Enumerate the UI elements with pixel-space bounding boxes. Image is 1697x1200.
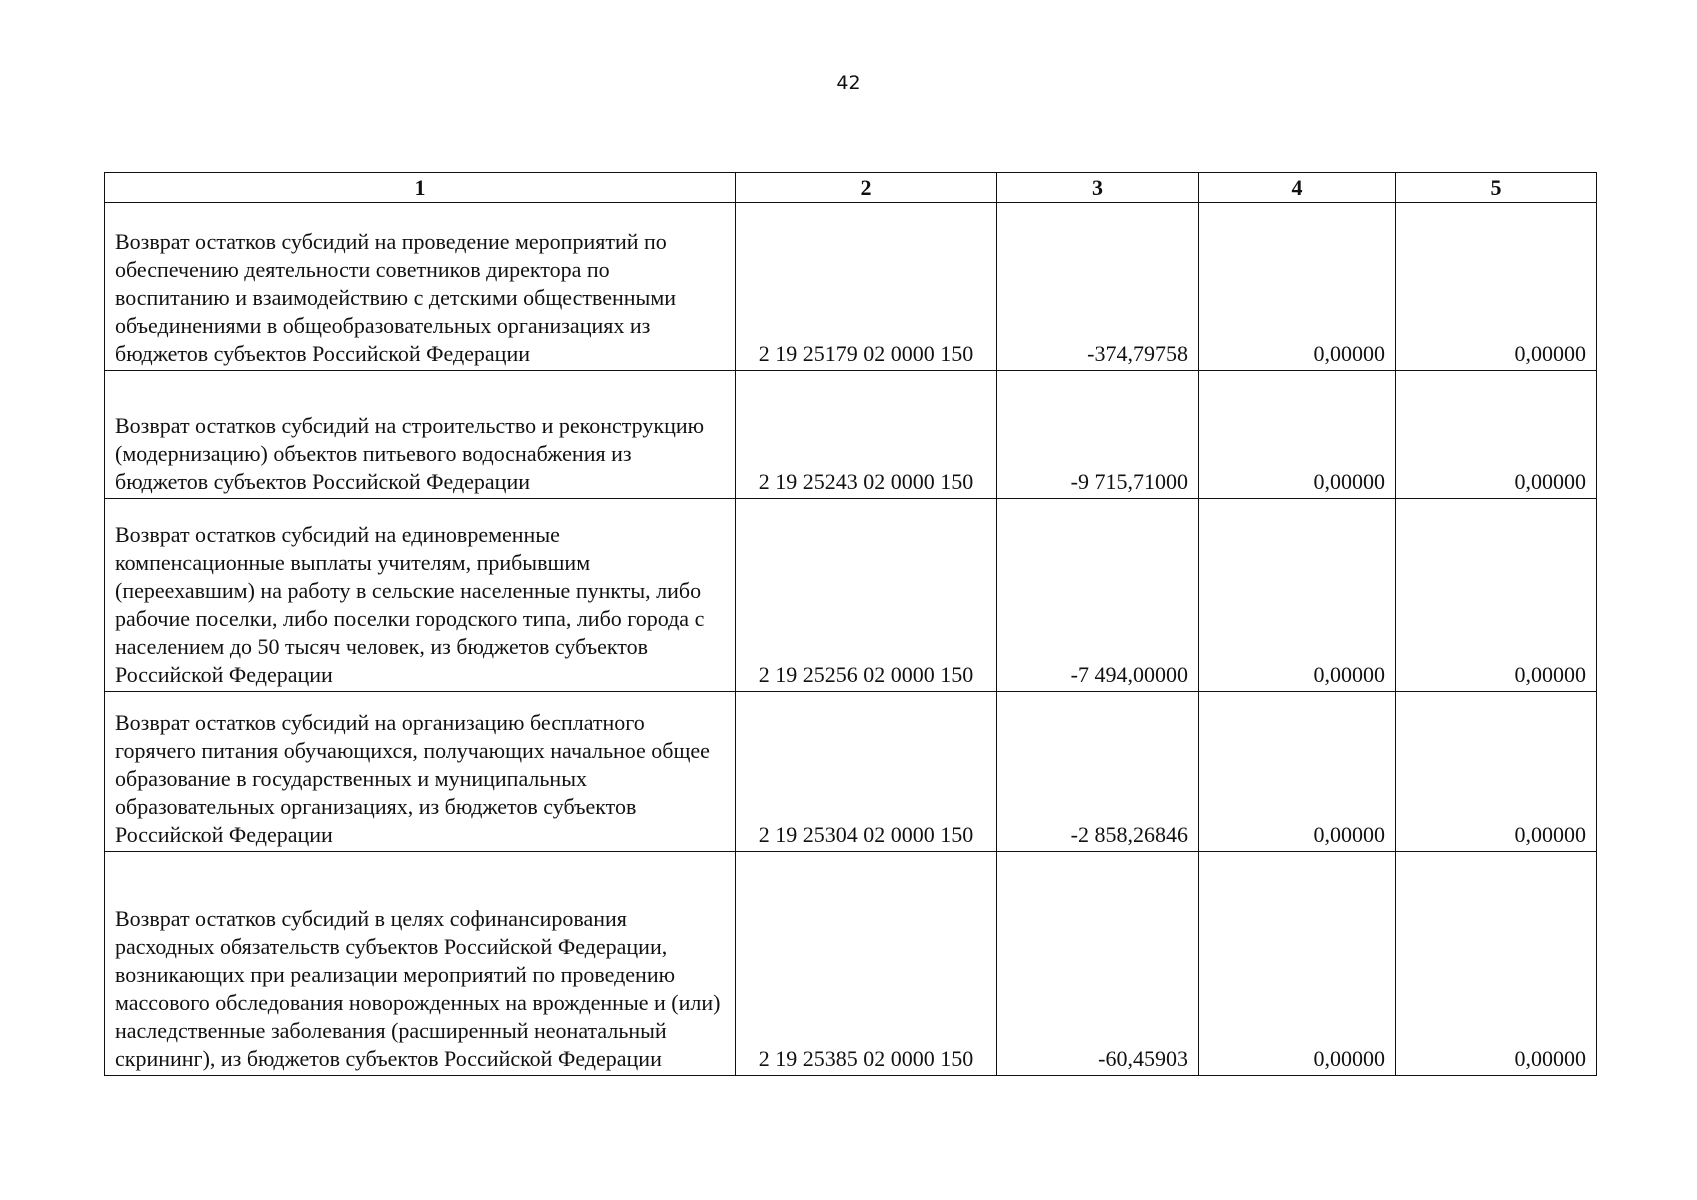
row-col4-value: 0,00000 [1199,371,1396,499]
budget-table [104,172,1597,1076]
table-row [105,203,1597,371]
row-col5-value: 0,00000 [1396,203,1597,371]
row-code: 2 19 25385 02 0000 150 [736,852,997,1076]
row-description: Возврат остатков субсидий на единовременные компенсационные выплаты учителям, прибывшим (переехавшим) на работу в сельские населенные пункты, либо рабочие поселки, либо поселки городского типа, либо города с населением до 50 тысяч человек, из бюджетов субъектов Российской Федерации [105,499,736,692]
row-code: 2 19 25179 02 0000 150 [736,203,997,371]
page-number: 42 [836,72,861,94]
row-col4-value: 0,00000 [1199,499,1396,692]
row-col4-value: 0,00000 [1199,692,1396,852]
row-col4-value: 0,00000 [1199,852,1396,1076]
row-col5-value: 0,00000 [1396,692,1597,852]
column-header-5: 5 [1396,173,1597,203]
column-header-2: 2 [736,173,997,203]
row-code: 2 19 25304 02 0000 150 [736,692,997,852]
row-col5-value: 0,00000 [1396,852,1597,1076]
table-row [105,499,1597,692]
table-row [105,852,1597,1076]
row-col3-value: -60,45903 [997,852,1199,1076]
column-header-1: 1 [105,173,736,203]
header-row [105,173,1597,203]
row-col3-value: -374,79758 [997,203,1199,371]
row-col3-value: -9 715,71000 [997,371,1199,499]
row-col3-value: -7 494,00000 [997,499,1199,692]
row-description: Возврат остатков субсидий в целях софинансирования расходных обязательств субъектов Российской Федерации, возникающих при реализации мероприятий по проведению массового обследования новорожденных на врожденные и (или) наследственные заболевания (расширенный неонатальный скрининг), из бюджетов субъектов Российской Федерации [105,852,736,1076]
row-col5-value: 0,00000 [1396,499,1597,692]
row-description: Возврат остатков субсидий на строительство и реконструкцию (модернизацию) объектов питьевого водоснабжения из бюджетов субъектов Российской Федерации [105,371,736,499]
row-col3-value: -2 858,26846 [997,692,1199,852]
column-header-3: 3 [997,173,1199,203]
row-description: Возврат остатков субсидий на организацию бесплатного горячего питания обучающихся, получающих начальное общее образование в государственных и муниципальных образовательных организациях, из бюджетов субъектов Российской Федерации [105,692,736,852]
row-col4-value: 0,00000 [1199,203,1396,371]
row-description: Возврат остатков субсидий на проведение мероприятий по обеспечению деятельности советников директора по воспитанию и взаимодействию с детскими общественными объединениями в общеобразовательных организациях из бюджетов субъектов Российской Федерации [105,203,736,371]
row-col5-value: 0,00000 [1396,371,1597,499]
row-code: 2 19 25243 02 0000 150 [736,371,997,499]
column-header-4: 4 [1199,173,1396,203]
row-code: 2 19 25256 02 0000 150 [736,499,997,692]
table-row [105,692,1597,852]
table-row [105,371,1597,499]
